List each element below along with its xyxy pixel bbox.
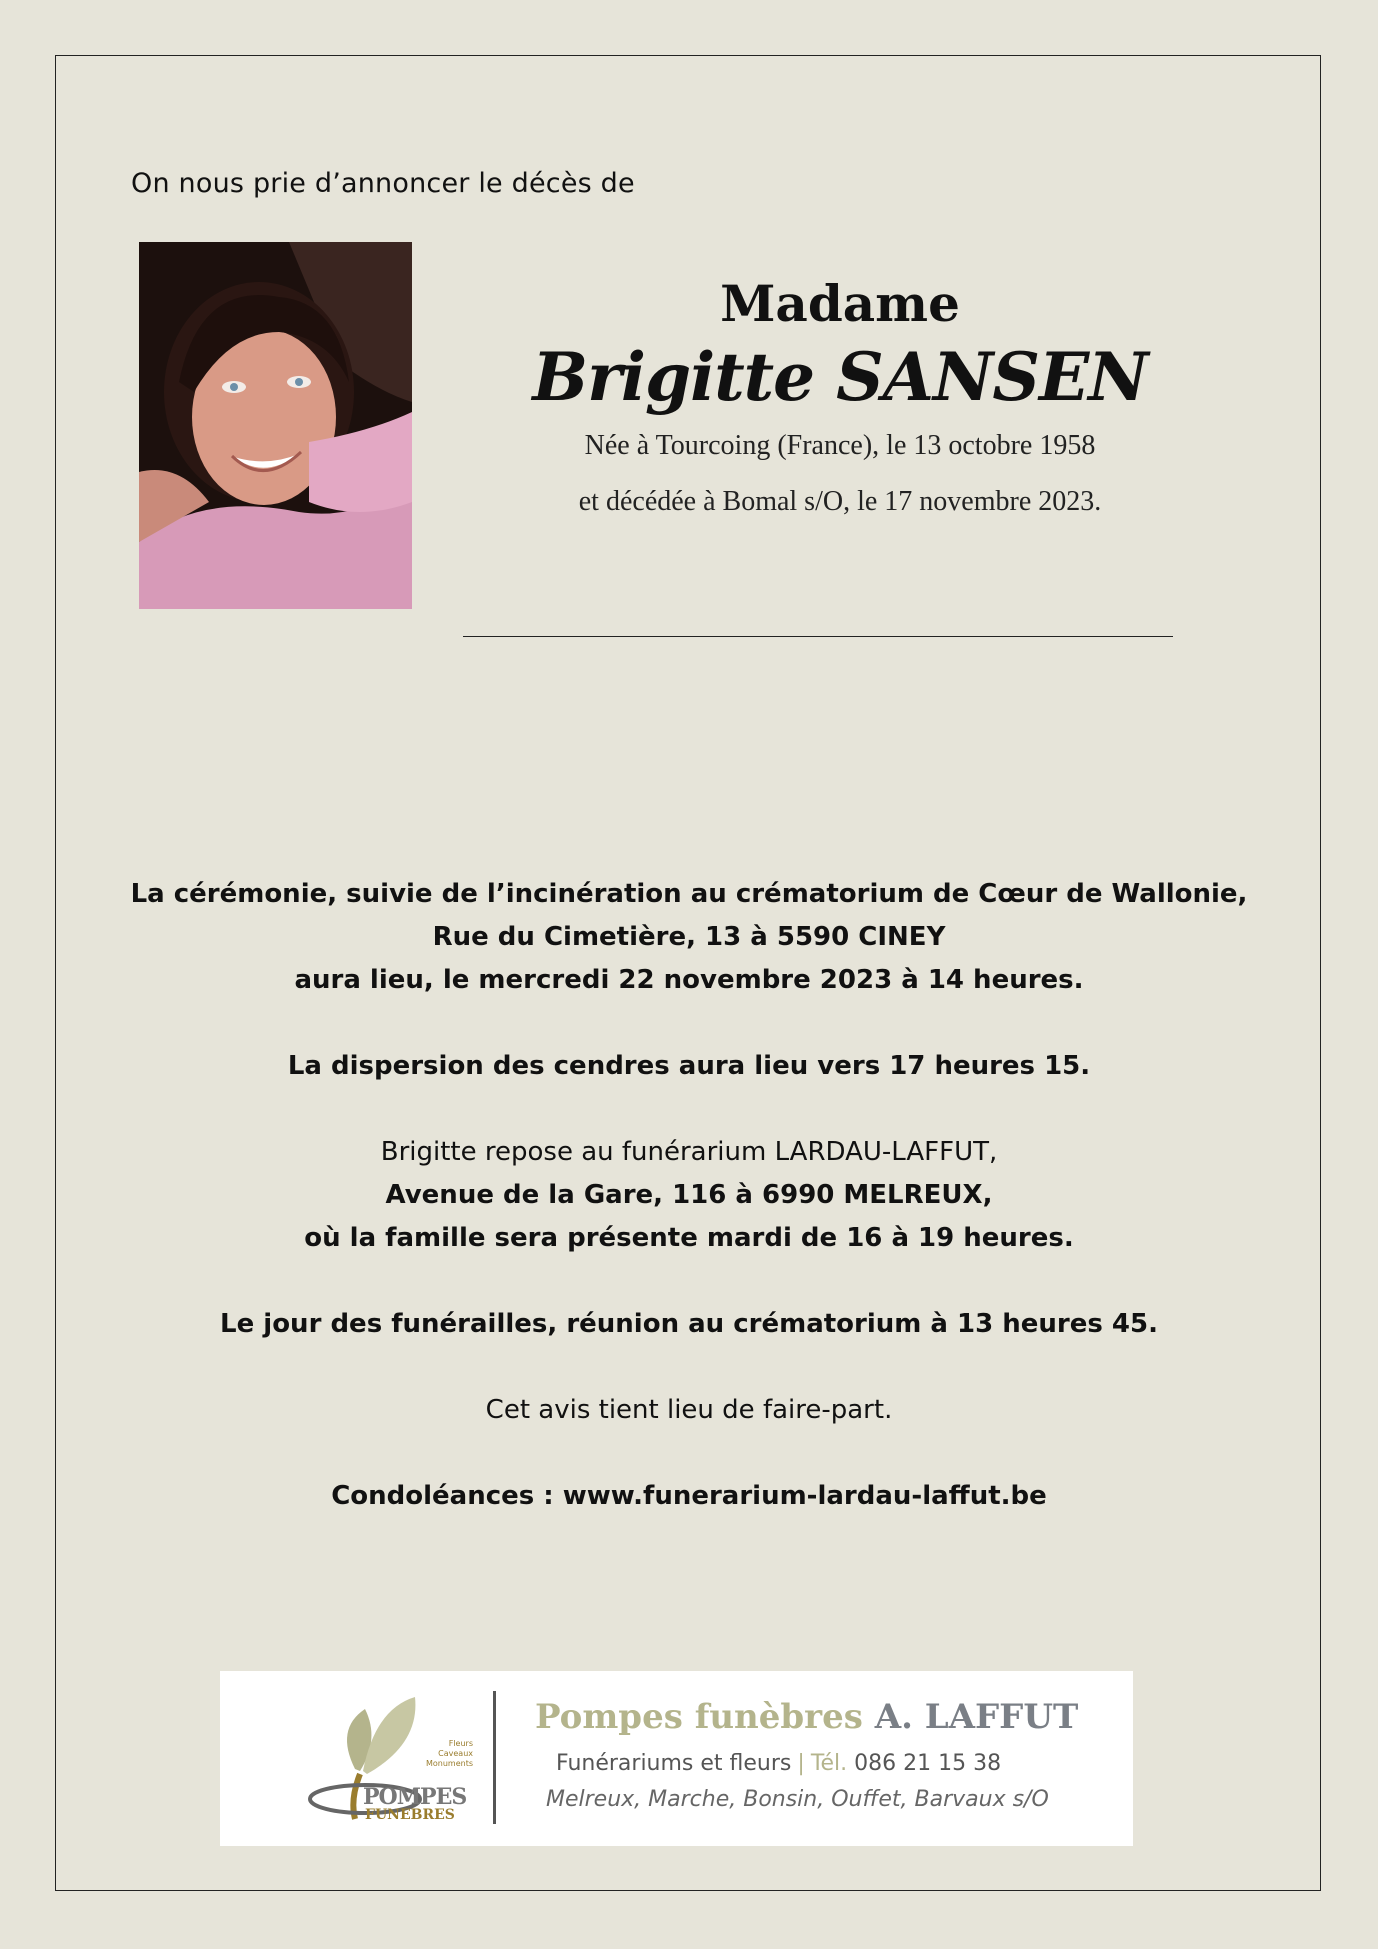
logo-word-funebres: FUNEBRES — [365, 1807, 455, 1823]
ceremony-line-2: Rue du Cimetière, 13 à 5590 CINEY — [432, 922, 946, 952]
faire-part-line: Cet avis tient lieu de faire-part. — [485, 1395, 893, 1425]
dispersion-line: La dispersion des cendres aura lieu vers 17 heures 15. — [287, 1051, 1091, 1081]
honorific: Madame — [720, 274, 960, 333]
rest-line-3: où la famille sera présente mardi de 16 à 19 heures. — [304, 1223, 1074, 1253]
services-line — [556, 1751, 1001, 1776]
logo-small-1: Fleurs — [448, 1739, 473, 1748]
ceremony-line-1: La cérémonie, suivie de l’incinération au crématorium de Cœur de Wallonie, — [130, 879, 1248, 909]
notice-header — [520, 266, 1160, 530]
meeting-line: Le jour des funérailles, réunion au crématorium à 13 heures 45. — [220, 1309, 1158, 1339]
locations-line: Melreux, Marche, Bonsin, Ouffet, Barvaux s/O — [546, 1787, 1049, 1812]
birth-line: Née à Tourcoing (France), le 13 octobre 1958 — [584, 430, 1096, 461]
funeral-home-logo — [220, 1671, 1133, 1846]
intro-text: On nous prie d’annoncer le décès de — [131, 168, 635, 199]
logo-separator — [493, 1691, 496, 1824]
tel-number: 086 21 15 38 — [854, 1751, 1002, 1776]
tel-label: Tél. — [810, 1751, 848, 1776]
company-name — [535, 1697, 1078, 1737]
logo-word-pompes: POMPES — [363, 1784, 467, 1810]
death-line: et décédée à Bomal s/O, le 17 novembre 2023. — [578, 486, 1102, 517]
rest-line-1: Brigitte repose au funérarium LARDAU-LAFFUT, — [380, 1137, 998, 1167]
pipe-separator: | — [797, 1751, 805, 1776]
ceremony-line-3: aura lieu, le mercredi 22 novembre 2023 à 14 heures. — [294, 965, 1084, 995]
portrait-photo — [139, 242, 412, 609]
ceremony-details — [56, 873, 1322, 1518]
divider-line — [463, 636, 1173, 637]
company-owner: A. LAFFUT — [874, 1697, 1079, 1737]
company-label: Pompes funèbres — [535, 1697, 863, 1737]
rest-line-2: Avenue de la Gare, 116 à 6990 MELREUX, — [385, 1180, 993, 1210]
deceased-name: Brigitte SANSEN — [532, 338, 1148, 416]
logo-small-3: Monuments — [425, 1759, 473, 1768]
services-text: Funérariums et fleurs — [556, 1751, 792, 1776]
leaf-logo-icon — [305, 1689, 485, 1834]
condolences-line: Condoléances : www.funerarium-lardau-laffut.be — [331, 1481, 1047, 1511]
logo-small-2: Caveaux — [438, 1749, 473, 1758]
